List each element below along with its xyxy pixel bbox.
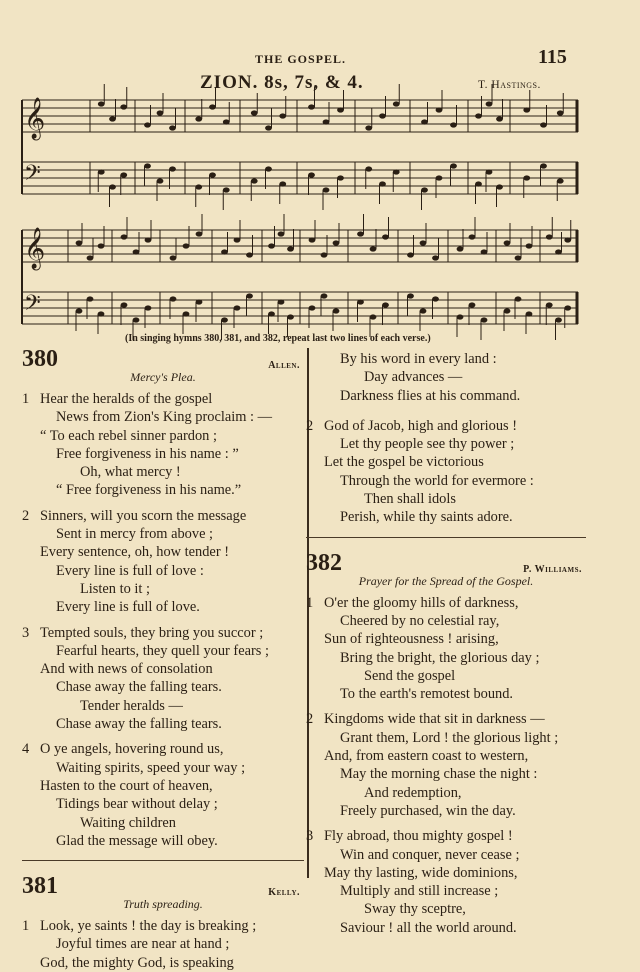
bass-clef-icon: 𝄢 (24, 161, 41, 191)
note-head (120, 104, 127, 109)
verse-line-text: Look, ye saints ! the day is breaking ; (40, 918, 257, 935)
verse-line (22, 642, 304, 660)
verse-line (22, 562, 304, 580)
verse-line-text: “ To each rebel sinner pardon ; (40, 427, 217, 444)
note-head (515, 296, 522, 301)
note-head (221, 317, 228, 322)
note-head (209, 172, 216, 177)
staff (22, 214, 578, 270)
note-head (121, 302, 128, 307)
hymn-header (22, 340, 304, 370)
note-head (195, 184, 202, 189)
verse-line (306, 387, 586, 405)
note-head (170, 255, 177, 260)
note-head (321, 293, 328, 298)
note-head (144, 163, 151, 168)
note-head (183, 311, 190, 316)
note-head (309, 237, 316, 242)
page-number: 115 (538, 46, 567, 68)
verse (306, 594, 586, 704)
running-title: THE GOSPEL. (255, 52, 347, 66)
note-head (564, 237, 571, 242)
verse-number: 4 (22, 741, 30, 758)
hymn-subtitle: Prayer for the Spread of the Gospel. (358, 573, 534, 588)
verse-number: 3 (306, 828, 314, 845)
verse-number: 2 (306, 417, 314, 434)
verse-line-text: By his word in every land : (340, 351, 497, 367)
verse-line-text: Sinners, will you scorn the message (40, 507, 247, 524)
note-head (157, 110, 164, 115)
hymn-header (22, 867, 304, 900)
note-head (546, 302, 553, 307)
verse-line (22, 543, 304, 561)
verse-line (22, 678, 304, 696)
note-head (308, 172, 315, 177)
tune-title: ZION. 8s, 7s, & 4. (200, 72, 364, 93)
verse-line (22, 935, 304, 953)
note-head (265, 125, 272, 130)
hymn-separator (22, 860, 304, 861)
note-head (87, 255, 94, 260)
note-head (436, 107, 443, 112)
verse-line (22, 759, 304, 777)
note-head (457, 246, 464, 251)
note-head (557, 110, 564, 115)
verse-line-text: Kingdoms wide that sit in darkness — (324, 711, 545, 728)
note-head (145, 305, 152, 310)
hymn-382 (306, 544, 586, 937)
verse-line-text: Through the world for evermore : (340, 472, 534, 489)
note-head (323, 119, 330, 124)
verse-line-text: To the earth's remotest bound. (340, 686, 514, 703)
verse (306, 417, 586, 527)
note-head (526, 311, 533, 316)
note-head (436, 175, 443, 180)
note-head (370, 314, 377, 319)
note-head (557, 178, 564, 183)
note-head (333, 308, 340, 313)
note-head (469, 302, 476, 307)
note-head (450, 163, 457, 168)
verse-number: 1 (306, 594, 314, 611)
note-head (333, 240, 340, 245)
staff (22, 161, 578, 210)
note-head (265, 166, 272, 171)
verse (306, 350, 586, 405)
staff (22, 84, 578, 140)
verse-line-text: Waiting spirits, speed your way ; (56, 759, 246, 776)
note-head (321, 252, 328, 257)
hymn-number: 381 (22, 873, 58, 900)
note-head (496, 184, 503, 189)
note-head (469, 234, 476, 239)
verse-line-text: Cheered by no celestial ray, (340, 612, 500, 629)
hymn-381-continued (306, 340, 586, 527)
verse-line-text: O'er the gloomy hills of darkness, (324, 594, 519, 611)
note-head (251, 178, 258, 183)
note-head (309, 305, 316, 310)
note-head (268, 243, 275, 248)
note-head (504, 240, 511, 245)
verse-line-text: Freely purchased, win the day. (340, 802, 516, 819)
verse-line-text: Multiply and still increase ; (340, 883, 499, 900)
note-head (278, 299, 285, 304)
note-head (196, 231, 203, 236)
hymn-number: 382 (306, 549, 342, 576)
note-head (169, 125, 176, 130)
verse-line (22, 660, 304, 678)
note-head (278, 231, 285, 236)
verse-line (22, 408, 304, 426)
hymn-381 (22, 867, 304, 972)
verse-line (306, 667, 586, 685)
verse-line-text: Waiting children (80, 814, 176, 831)
verse-line-text: Grant them, Lord ! the glorious light ; (340, 729, 559, 746)
verse-line-text: God of Jacob, high and glorious ! (324, 417, 518, 434)
note-head (279, 181, 286, 186)
verse (22, 390, 304, 500)
note-head (246, 293, 253, 298)
verse-line (306, 900, 586, 918)
hymn-number: 380 (22, 346, 58, 372)
note-head (432, 296, 439, 301)
note-head (223, 119, 230, 124)
verse-line-text: Listen to it ; (80, 580, 150, 597)
note-head (526, 243, 533, 248)
note-head (323, 187, 330, 192)
verse-line-text: And, from eastern coast to western, (324, 748, 529, 765)
hymn-380 (22, 340, 304, 850)
verse-line (306, 827, 586, 845)
hymn-separator (306, 537, 586, 538)
verse-line-text: O ye angels, hovering round us, (40, 741, 224, 758)
verse-line (22, 427, 304, 445)
verse-line (306, 802, 586, 820)
note-head (481, 249, 488, 254)
verse-line (306, 435, 586, 453)
verse-line-text: Every sentence, oh, how tender ! (40, 544, 230, 561)
note-head (379, 181, 386, 186)
note-head (357, 231, 364, 236)
verse-line (306, 490, 586, 508)
verse-line (22, 445, 304, 463)
verse-line (306, 350, 586, 368)
verse-line (306, 864, 586, 882)
note-head (379, 113, 386, 118)
verse-line (306, 472, 586, 490)
note-head (555, 249, 562, 254)
verse-number: 3 (22, 624, 30, 641)
note-head (457, 314, 464, 319)
note-head (157, 178, 164, 183)
verse-line-text: Hasten to the court of heaven, (40, 777, 213, 794)
left-column (22, 340, 304, 972)
verse-line-text: Oh, what mercy ! (80, 464, 181, 481)
note-head (475, 181, 482, 186)
hymn-subtitle: Mercy's Plea. (130, 370, 196, 384)
note-head (546, 234, 553, 239)
verse-line (306, 368, 586, 386)
note-head (504, 308, 511, 313)
verse-line-text: God, the mighty God, is speaking (40, 954, 234, 971)
verse-line (306, 594, 586, 612)
verse-line (306, 784, 586, 802)
verse-line-text: May the morning chase the night : (340, 766, 538, 783)
right-column (306, 340, 586, 937)
verse-line (22, 481, 304, 499)
verse (22, 507, 304, 617)
verse-line-text: Chase away the falling tears. (56, 716, 222, 733)
verse-line (22, 777, 304, 795)
note-head (420, 308, 427, 313)
treble-clef-icon: 𝄞 (24, 228, 46, 269)
verse-line (306, 729, 586, 747)
note-head (382, 234, 389, 239)
note-head (121, 234, 128, 239)
note-head (287, 246, 294, 251)
verse-line-text: Perish, while thy saints adore. (340, 509, 513, 526)
verse-line-text: Fly abroad, thou mighty gospel ! (324, 828, 513, 845)
note-head (120, 172, 127, 177)
note-head (382, 302, 389, 307)
note-head (421, 119, 428, 124)
verse-line (306, 765, 586, 783)
verse-line (22, 954, 304, 972)
hymn-header (306, 544, 586, 574)
verse-line-text: Day advances — (364, 369, 463, 386)
note-head (486, 101, 493, 106)
note-head (234, 237, 241, 242)
verse-line (22, 525, 304, 543)
verse-line (22, 697, 304, 715)
verse-line-text: Every line is full of love : (56, 562, 204, 579)
note-head (407, 293, 414, 298)
note-head (98, 311, 105, 316)
bass-clef-icon: 𝄢 (24, 291, 41, 321)
verse-line (22, 917, 304, 935)
note-head (523, 107, 530, 112)
verse-line-text: Win and conquer, never cease ; (340, 846, 520, 863)
verse-line-text: “ Free forgiveness in his name.” (56, 482, 242, 499)
verse-line (306, 882, 586, 900)
note-head (337, 175, 344, 180)
verse-line-text: Free forgiveness in his name : ” (56, 445, 239, 462)
note-head (144, 122, 151, 127)
verse-line (22, 814, 304, 832)
verse-line (306, 846, 586, 864)
note-head (170, 296, 177, 301)
note-head (195, 116, 202, 121)
verse-line (22, 580, 304, 598)
verse-number: 2 (306, 711, 314, 728)
verse-line-text: Sent in mercy from above ; (56, 526, 214, 543)
note-head (308, 104, 315, 109)
note-head (209, 104, 216, 109)
note-head (279, 113, 286, 118)
verse-line-text: Send the gospel (364, 667, 456, 684)
verse-line-text: Saviour ! all the world around. (340, 919, 517, 936)
note-head (109, 116, 116, 121)
verse-line-text: Sun of righteousness ! arising, (324, 631, 499, 648)
verse-line (306, 649, 586, 667)
note-head (357, 299, 364, 304)
verse-number: 2 (22, 507, 30, 524)
hymn-author: P. Williams. (523, 563, 582, 575)
verse-line-text: Glad the message will obey. (56, 832, 218, 849)
note-head (496, 116, 503, 121)
note-head (133, 317, 140, 322)
note-head (183, 243, 190, 248)
note-head (540, 122, 547, 127)
note-head (87, 296, 94, 301)
note-head (221, 249, 228, 254)
verse-line (22, 832, 304, 850)
verse (306, 710, 586, 820)
note-head (133, 249, 140, 254)
note-head (407, 252, 414, 257)
verse-line-text: Tidings bear without delay ; (56, 796, 218, 813)
verse-line-text: Let thy people see thy power ; (340, 436, 515, 453)
verse (22, 740, 304, 850)
verse-line (306, 612, 586, 630)
note-head (109, 184, 116, 189)
verse-line-text: Bring the bright, the glorious day ; (340, 649, 540, 666)
music-score (0, 0, 640, 340)
verse-line (306, 710, 586, 728)
note-head (169, 166, 176, 171)
note-head (234, 305, 241, 310)
hymn-subtitle: Truth spreading. (123, 897, 203, 912)
note-head (98, 101, 105, 106)
hymn-author: Allen. (268, 360, 300, 371)
note-head (365, 166, 372, 171)
note-head (540, 163, 547, 168)
verse-line-text: Chase away the falling tears. (56, 679, 222, 696)
verse-line (306, 417, 586, 435)
verse (306, 827, 586, 937)
note-head (523, 175, 530, 180)
note-head (98, 243, 105, 248)
verse-line-text: Sway thy sceptre, (364, 901, 466, 918)
note-head (421, 187, 428, 192)
note-head (76, 308, 83, 313)
verse-line (306, 508, 586, 526)
verse-line-text: Every line is full of love. (56, 599, 200, 616)
verse-line (22, 463, 304, 481)
note-head (268, 311, 275, 316)
verse-line (22, 795, 304, 813)
note-head (432, 255, 439, 260)
note-head (450, 122, 457, 127)
verse-line-text: Let the gospel be victorious (324, 454, 484, 471)
note-head (393, 169, 400, 174)
verse-number: 1 (22, 391, 30, 407)
verse-line (306, 630, 586, 648)
verse-line-text: Tender heralds — (80, 697, 183, 714)
verse-line-text: Joyful times are near at hand ; (56, 936, 230, 953)
verse-line-text: May thy lasting, wide dominions, (324, 864, 518, 881)
note-head (76, 240, 83, 245)
note-head (481, 317, 488, 322)
note-head (246, 252, 253, 257)
hymn-author: Kelly. (268, 887, 300, 899)
verse-line (22, 624, 304, 642)
verse-line-text: Hear the heralds of the gospel (40, 391, 213, 407)
note-head (287, 314, 294, 319)
note-head (370, 246, 377, 251)
verse-line-text: Then shall idols (364, 491, 456, 508)
verse-line-text: Darkness flies at his command. (340, 387, 521, 404)
verse-line (22, 740, 304, 758)
performance-note: (In singing hymns 380, 381, and 382, repeat last two lines of each verse.) (125, 333, 431, 344)
note-head (337, 107, 344, 112)
note-head (555, 317, 562, 322)
verse-line (22, 507, 304, 525)
note-head (486, 169, 493, 174)
verse-line (306, 919, 586, 937)
verse-line-text: Fearful hearts, they quell your fears ; (56, 642, 269, 659)
treble-clef-icon: 𝄞 (24, 98, 46, 139)
verse-line-text: Tempted souls, they bring you succor ; (40, 624, 264, 641)
verse-line (22, 390, 304, 408)
note-head (475, 113, 482, 118)
verse-line (306, 685, 586, 703)
verse-line-text: News from Zion's King proclaim : — (56, 409, 273, 426)
verse (22, 917, 304, 972)
note-head (365, 125, 372, 130)
verse-line (306, 453, 586, 471)
verse-line-text: And redemption, (364, 784, 462, 801)
note-head (564, 305, 571, 310)
note-head (98, 169, 105, 174)
note-head (393, 101, 400, 106)
note-head (515, 255, 522, 260)
verse (22, 624, 304, 734)
verse-line (22, 598, 304, 616)
note-head (145, 237, 152, 242)
verse-line-text: And with news of consolation (40, 661, 213, 678)
note-head (196, 299, 203, 304)
verse-number: 1 (22, 918, 30, 935)
verse-line (22, 715, 304, 733)
note-head (223, 187, 230, 192)
note-head (251, 110, 258, 115)
tune-composer: T. Hastings. (478, 79, 541, 91)
note-head (420, 240, 427, 245)
verse-line (306, 747, 586, 765)
